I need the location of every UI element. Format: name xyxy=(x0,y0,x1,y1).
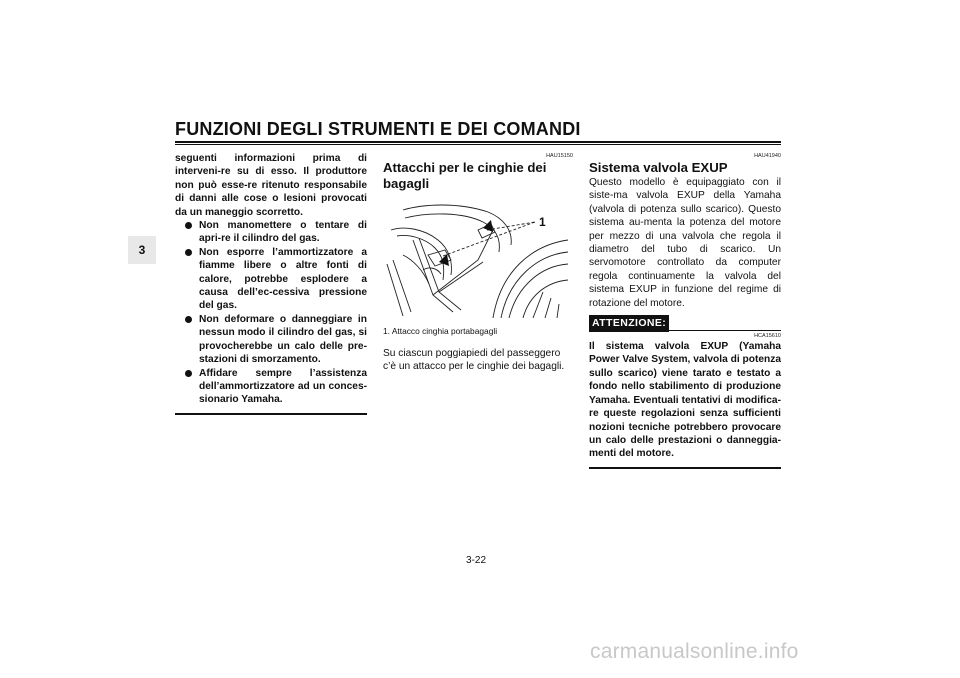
attention-code: HCA15610 xyxy=(754,333,781,340)
section-heading: Sistema valvola EXUP xyxy=(589,160,728,175)
bullet-icon xyxy=(185,370,192,377)
warning-end-rule xyxy=(175,413,367,415)
section-code: HAU41940 xyxy=(754,153,781,159)
column-right xyxy=(589,152,781,469)
section-title: FUNZIONI DEGLI STRUMENTI E DEI COMANDI xyxy=(175,119,581,139)
page-header xyxy=(175,118,581,140)
bullet-icon xyxy=(185,249,192,256)
column-middle xyxy=(383,152,573,374)
warning-list xyxy=(175,219,367,407)
watermark: carmanualsonline.info xyxy=(590,640,799,663)
warning-item: Non manomettere o tentare di apri-re il cilindro del gas. xyxy=(175,219,367,246)
column-left xyxy=(175,152,367,415)
section-body: Su ciascun poggiapiedi del passeggero c’è un attacco per le cinghie dei bagagli. xyxy=(383,348,565,373)
attention-end-rule xyxy=(589,467,781,469)
attention-badge: ATTENZIONE: xyxy=(589,315,669,332)
section-body: Questo modello è equipaggiato con il siste-ma valvola EXUP della Yamaha (valvola di potenza sullo scarico). Questo sistema au-menta la potenza del motore per mezzo di una valvola che regola il diametro del tubo di scarico. Un servomotore controllato da computer regola continuamente la valvola del sistema EXUP in funzione del regime di rotazione del motore. xyxy=(589,177,781,309)
attention-header xyxy=(589,315,781,332)
figure-callout: 1 xyxy=(539,215,546,229)
bullet-icon xyxy=(185,222,192,229)
luggage-strap-hook-figure xyxy=(383,200,568,318)
warning-item: Affidare sempre l’assistenza dell’ammortizzatore ad un conces-sionario Yamaha. xyxy=(175,367,367,407)
figure-caption: 1. Attacco cinghia portabagagli xyxy=(383,326,498,336)
header-rule-thick xyxy=(175,141,781,143)
header-rule-thin xyxy=(175,144,781,145)
section-code: HAU15150 xyxy=(546,153,573,159)
warning-intro: seguenti informazioni prima di interveni-re su di esso. Il produttore non può esse-re ritenuto responsabile di danni alle cose o lesioni provocati da un maneggio scorretto. xyxy=(175,153,367,218)
warning-item: Non esporre l’ammortizzatore a fiamme libere o altre fonti di calore, potrebbe esplodere a causa dell’ec-cessiva pressione del gas. xyxy=(175,246,367,313)
attention-text: Il sistema valvola EXUP (Yamaha Power Valve System, valvola di potenza sullo scarico) viene tarato e testato a fondo nello stabilimento di produzione Yamaha. Eventuali tentativi di modifica-re queste regolazioni senza sufficienti nozioni tecniche potrebbero provocare un calo delle prestazioni o danneggia-menti del motore. xyxy=(589,341,781,460)
page-number: 3-22 xyxy=(466,555,487,566)
bullet-icon xyxy=(185,316,192,323)
section-heading: Attacchi per le cinghie dei bagagli xyxy=(383,160,547,191)
warning-item: Non deformare o danneggiare in nessun modo il cilindro del gas, si provocherebbe un calo delle pre-stazioni di smorzamento. xyxy=(175,313,367,367)
motorcycle-rear-illustration xyxy=(383,200,568,318)
chapter-tab: 3 xyxy=(128,236,156,264)
attention-rule xyxy=(669,330,781,331)
